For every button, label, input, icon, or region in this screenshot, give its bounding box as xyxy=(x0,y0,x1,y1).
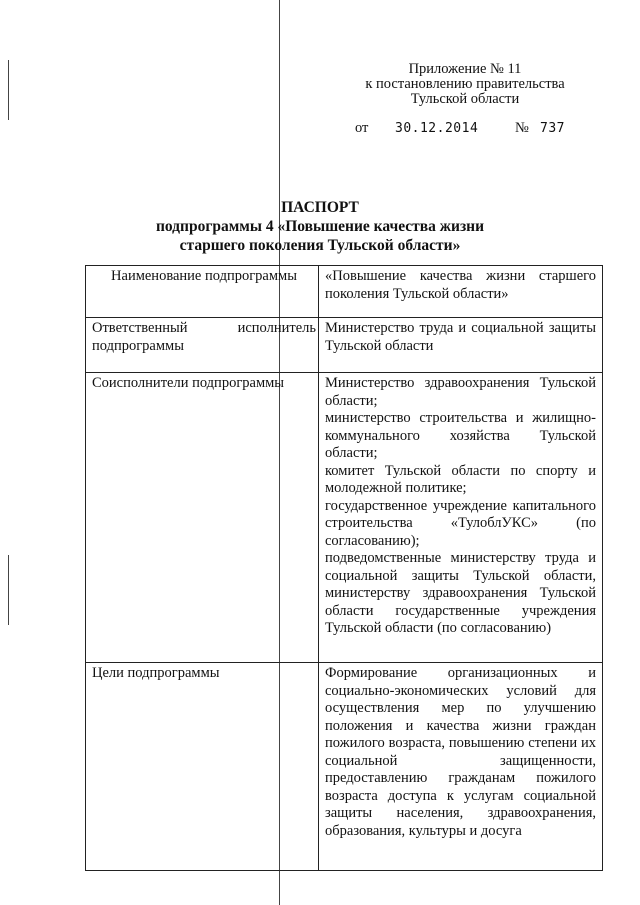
table-row xyxy=(86,373,603,663)
row-value: Министерство труда и социальной защиты Тульской области xyxy=(325,320,596,354)
appendix-line: Приложение № 11 xyxy=(408,61,522,77)
appendix-line: к постановлению правительства xyxy=(365,76,565,92)
row-value: Формирование организационных и социально-экономических условий для осуществления мер по улучшению положения и качества жизни граждан пожилого возраста, повышению степени их социальной защищенности, предоставлению гражданам пожилого возраста доступа к услугам социальной защиты населения, здравоохранения, образования, культуры и досуга xyxy=(325,665,596,839)
document-title xyxy=(110,198,530,255)
co-executor-item: министерство строительства и жилищно-коммунального хозяйства Тульской области; xyxy=(325,410,596,461)
row-label: Наименование подпрограммы xyxy=(111,268,297,284)
appendix-line: Тульской области xyxy=(410,91,520,107)
table-row xyxy=(86,266,603,318)
document-date: 30.12.2014 xyxy=(395,121,479,136)
appendix-header xyxy=(340,62,590,107)
title-line: старшего поколения Тульской области» xyxy=(179,237,461,254)
co-executor-item: Министерство здравоохранения Тульской области; xyxy=(325,375,596,409)
scan-artifact-left-mark xyxy=(8,60,9,120)
co-executor-item: комитет Тульской области по спорту и молодежной политике; xyxy=(325,462,596,496)
scan-artifact-left-mark xyxy=(8,555,9,625)
co-executor-item: государственное учреждение капитального строительства «ТулоблУКС» (по согласованию); xyxy=(325,497,596,549)
row-label: Ответственный исполнитель подпрограммы xyxy=(92,320,316,354)
passport-table xyxy=(85,265,603,871)
number-label: № xyxy=(515,120,529,136)
co-executor-item: подведомственные министерству труда и социальной защиты Тульской области, министерству здравоохранения Тульской области государственные учреждения Тульской области (по согласованию) xyxy=(325,550,596,636)
table-row xyxy=(86,318,603,373)
title-line: подпрограммы 4 «Повышение качества жизни xyxy=(155,218,485,235)
table-row xyxy=(86,663,603,871)
document-number: 737 xyxy=(540,121,565,136)
from-label: от xyxy=(355,120,369,136)
row-label: Соисполнители подпрограммы xyxy=(92,375,285,391)
row-label: Цели подпрограммы xyxy=(92,665,220,681)
row-value xyxy=(325,375,596,638)
title-line: ПАСПОРТ xyxy=(281,199,359,216)
row-value: «Повышение качества жизни старшего поколения Тульской области» xyxy=(325,268,596,302)
